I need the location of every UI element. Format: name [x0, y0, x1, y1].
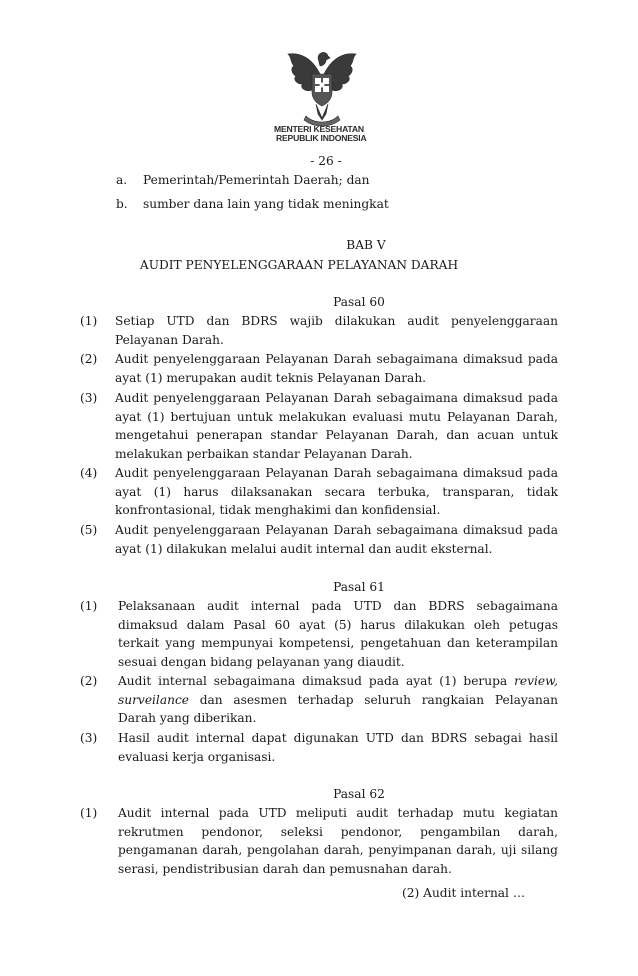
clause-line: pengamanan darah, pengolahan darah, penyimpanan darah, uji silang: [118, 843, 558, 857]
chapter-title: AUDIT PENYELENGGARAAN PELAYANAN DARAH: [139, 258, 459, 272]
clause-line: serasi, pendistribusian darah dan pemusnahan darah.: [118, 861, 452, 876]
garuda-emblem-icon: [282, 44, 362, 132]
list-item-label: b.: [116, 197, 128, 211]
ministry-label: [262, 125, 382, 143]
clause-line: terkait yang mempunyai kompetensi, pengetahuan dan keterampilan: [118, 636, 558, 650]
clause-line: rekrutmen pendonor, seleksi pendonor, pengambilan darah,: [118, 824, 558, 839]
list-item: [116, 171, 556, 195]
list-item: [116, 195, 556, 219]
clause-line: ayat (1) dilakukan melalui audit internal dan audit eksternal.: [115, 541, 493, 556]
clause-line: Audit penyelenggaraan Pelayanan Darah sebagaimana dimaksud pada: [115, 523, 558, 537]
clause-line: Audit penyelenggaraan Pelayanan Darah sebagaimana dimaksud pada: [115, 466, 558, 480]
clause-line: Audit penyelenggaraan Pelayanan Darah sebagaimana dimaksud pada: [115, 352, 558, 366]
pasal-60-title: Pasal 60: [333, 295, 385, 309]
clause-line: ayat (1) merupakan audit teknis Pelayanan Darah.: [115, 370, 427, 385]
clause-line: ayat (1) harus dilaksanakan secara terbuka, transparan, tidak: [115, 484, 558, 499]
clause-line: Pelaksanaan audit internal pada UTD dan BDRS sebagaimana: [118, 599, 558, 613]
list-item-label: a.: [116, 173, 128, 187]
clause-line: mengetahui penerapan standar Pelayanan Darah, dan acuan untuk: [115, 428, 558, 442]
clause-line: surveilance dan asesmen terhadap seluruh rangkaian Pelayanan: [118, 692, 558, 707]
clause-line: melakukan perbaikan standar Pelayanan Darah.: [115, 446, 413, 461]
clause-number: (4): [80, 466, 98, 480]
continuation-list: [116, 171, 556, 219]
clause-line: Setiap UTD dan BDRS wajib dilakukan audit penyelenggaraan: [115, 314, 558, 328]
clause-line: ayat (1) bertujuan untuk melakukan evaluasi mutu Pelayanan Darah,: [115, 409, 558, 424]
clause-line: dimaksud dalam Pasal 60 ayat (5) harus dilakukan oleh petugas: [118, 617, 558, 632]
chapter-number: BAB V: [346, 238, 386, 252]
page-number: - 26 -: [310, 154, 342, 168]
ministry-line-1: MENTERI KESEHATAN: [274, 124, 364, 134]
clause-number: (3): [80, 391, 98, 405]
next-page-reference: (2) Audit internal …: [402, 886, 526, 900]
clause-line: evaluasi kerja organisasi.: [118, 749, 276, 764]
clause-number: (3): [80, 731, 98, 745]
pasal-61-title: Pasal 61: [333, 580, 385, 594]
italic-term: surveilance: [118, 692, 189, 707]
clause-number: (2): [80, 352, 98, 366]
clause-line: konfrontasional, tidak menghakimi dan konfidensial.: [115, 503, 441, 517]
clause-number: (5): [80, 523, 98, 537]
pasal-62-title: Pasal 62: [333, 787, 385, 801]
clause-line: Audit internal pada UTD meliputi audit terhadap mutu kegiatan: [118, 806, 558, 820]
clause-line: Audit penyelenggaraan Pelayanan Darah sebagaimana dimaksud pada: [115, 391, 558, 405]
ministry-line-2: REPUBLIK INDONESIA: [276, 133, 367, 143]
list-item-text: sumber dana lain yang tidak meningkat: [143, 197, 389, 211]
clause-number: (1): [80, 314, 98, 328]
clause-number: (1): [80, 806, 98, 820]
clause-line: sesuai dengan bidang pelayanan yang diaudit.: [118, 654, 405, 669]
clause-line: Pelayanan Darah.: [115, 332, 224, 347]
list-item-text: Pemerintah/Pemerintah Daerah; dan: [143, 173, 370, 187]
italic-term: review,: [514, 674, 558, 688]
clause-number: (2): [80, 674, 98, 688]
clause-line: Hasil audit internal dapat digunakan UTD dan BDRS sebagai hasil: [118, 731, 558, 745]
clause-line: Audit internal sebagaimana dimaksud pada ayat (1) berupa review,: [118, 674, 558, 688]
clause-line: Darah yang diberikan.: [118, 711, 257, 725]
clause-number: (1): [80, 599, 98, 613]
